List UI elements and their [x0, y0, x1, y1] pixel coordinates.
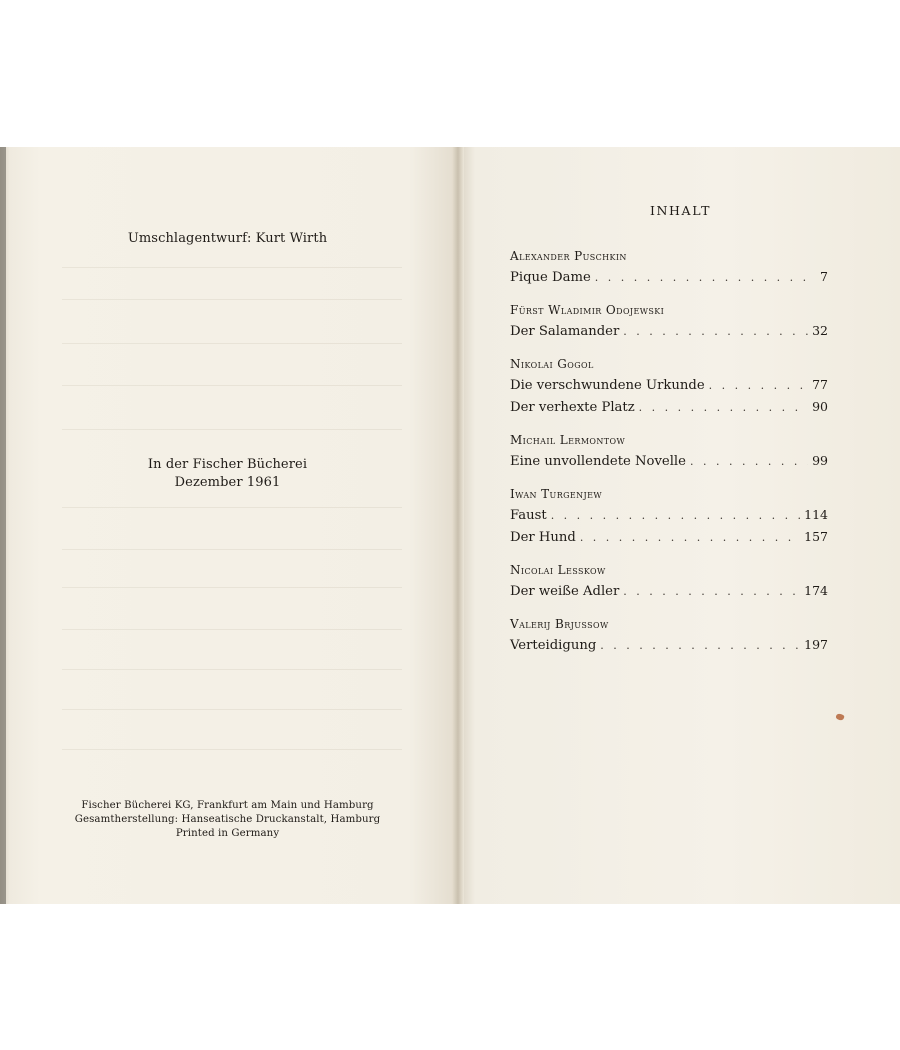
- toc-entry-title: Verteidigung: [510, 638, 597, 653]
- toc-entry-page: 99: [812, 453, 828, 468]
- toc-entry[interactable]: [510, 580, 828, 602]
- toc-entry-page: 32: [812, 323, 828, 338]
- dot-leader: [551, 505, 800, 527]
- edition-note: [0, 456, 455, 492]
- show-through-line: [62, 429, 402, 430]
- toc-entry[interactable]: [510, 504, 828, 526]
- toc-entry[interactable]: [510, 450, 828, 472]
- book-spread: [0, 147, 900, 904]
- toc-entry[interactable]: [510, 634, 828, 656]
- toc-section: [510, 431, 828, 472]
- toc-entry[interactable]: [510, 374, 828, 396]
- book-gutter: [452, 147, 464, 904]
- toc-entry[interactable]: [510, 266, 828, 288]
- toc-entry[interactable]: [510, 320, 828, 342]
- dot-leader: [623, 581, 800, 603]
- show-through-line: [62, 749, 402, 750]
- show-through-line: [62, 267, 402, 268]
- cover-design-text: Umschlagentwurf: Kurt Wirth: [127, 231, 328, 246]
- toc-entry-page: 7: [820, 269, 828, 284]
- toc-section: [510, 485, 828, 548]
- toc-entry-title: Faust: [510, 508, 547, 523]
- toc-entry-page: 77: [812, 377, 828, 392]
- toc-entry-page: 197: [804, 637, 828, 652]
- toc-author: Michail Lermontow: [510, 433, 626, 447]
- dot-leader: [623, 321, 808, 343]
- show-through-line: [62, 629, 402, 630]
- imprint-printer: Gesamtherstellung: Hanseatische Druckanstalt, Hamburg: [74, 814, 381, 825]
- edition-date: Dezember 1961: [174, 475, 281, 490]
- toc-section: [510, 355, 828, 418]
- toc-author: Alexander Puschkin: [510, 249, 627, 263]
- toc-author: Nicolai Lesskow: [510, 563, 606, 577]
- toc-entry-page: 157: [804, 529, 828, 544]
- dot-leader: [600, 635, 800, 657]
- toc-entry-title: Der weiße Adler: [510, 584, 620, 599]
- show-through-line: [62, 299, 402, 300]
- toc-author: Valerij Brjussow: [510, 617, 609, 631]
- toc-section: [510, 247, 828, 288]
- dot-leader: [595, 267, 808, 289]
- imprint-block: [0, 799, 455, 841]
- show-through-line: [62, 709, 402, 710]
- toc-entry-title: Pique Dame: [510, 270, 591, 285]
- show-through-line: [62, 669, 402, 670]
- show-through-line: [62, 385, 402, 386]
- left-page: [0, 147, 455, 904]
- show-through-line: [62, 549, 402, 550]
- show-through-line: [62, 507, 402, 508]
- toc-entry-title: Eine unvollendete Novelle: [510, 454, 686, 469]
- toc-entry-page: 114: [804, 507, 828, 522]
- toc-section: [510, 615, 828, 656]
- dot-leader: [690, 451, 808, 473]
- toc-entry-page: 90: [812, 399, 828, 414]
- toc-section: [510, 301, 828, 342]
- toc-author: Iwan Turgenjew: [510, 487, 603, 501]
- toc-entry-page: 174: [804, 583, 828, 598]
- imprint-country: Printed in Germany: [175, 828, 280, 839]
- dot-leader: [639, 397, 808, 419]
- toc-entry-title: Der verhexte Platz: [510, 400, 635, 415]
- dot-leader: [580, 527, 800, 549]
- imprint-publisher: Fischer Bücherei KG, Frankfurt am Main und Hamburg: [81, 800, 374, 811]
- contents-heading: INHALT: [649, 203, 712, 218]
- table-of-contents: [510, 247, 828, 669]
- cover-design-credit: [0, 231, 455, 246]
- toc-entry[interactable]: [510, 396, 828, 418]
- toc-entry-title: Der Salamander: [510, 324, 620, 339]
- toc-entry-title: Der Hund: [510, 530, 576, 545]
- show-through-line: [62, 343, 402, 344]
- toc-entry-title: Die verschwundene Urkunde: [510, 378, 705, 393]
- show-through-line: [62, 587, 402, 588]
- toc-author: Fürst Wladimir Odojewski: [510, 303, 665, 317]
- toc-section: [510, 561, 828, 602]
- toc-entry[interactable]: [510, 526, 828, 548]
- dot-leader: [709, 375, 808, 397]
- book-edge-shadow: [0, 147, 6, 904]
- toc-author: Nikolai Gogol: [510, 357, 594, 371]
- edition-line: In der Fischer Bücherei: [147, 457, 308, 472]
